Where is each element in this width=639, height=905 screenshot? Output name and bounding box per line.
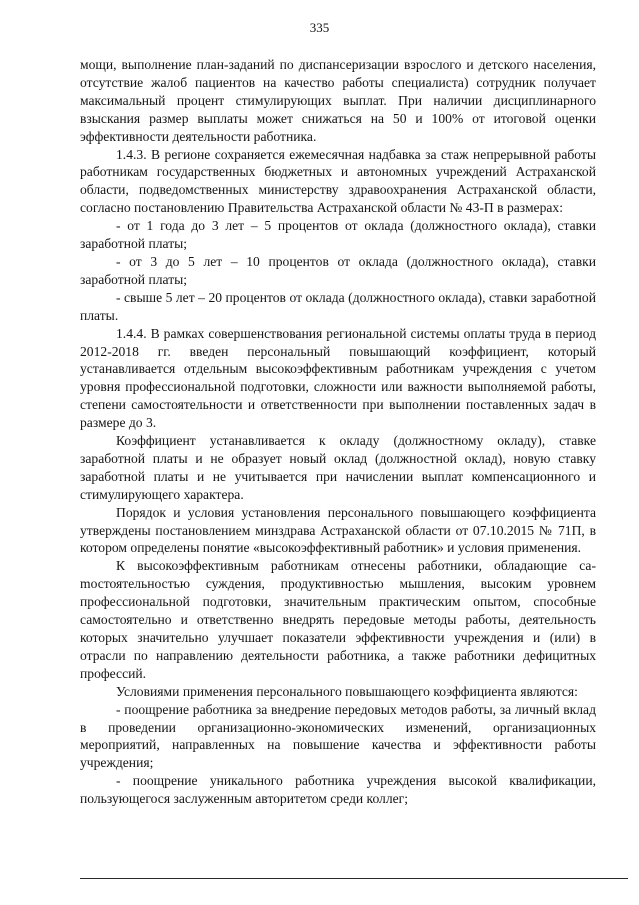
- page-number: 335: [309, 20, 330, 35]
- list-item-3-5-years: - от 3 до 5 лет – 10 процентов от оклада (должностного оклада), ставки заработной платы;: [80, 253, 596, 287]
- list-item-1-3-years: - от 1 года до 3 лет – 5 процентов от оклада (должностного оклада), ставки заработной платы;: [80, 218, 596, 252]
- list-item-unique-worker: - поощрение уникального работника учреждения высокой квалификации, пользующегося заслуженным авторитетом среди коллег;: [80, 773, 596, 807]
- paragraph-procedure: Порядок и условия установления персонального повышающего коэффициента утверждены постановлением минздрава Астраханской области от 07.10.2015 № 71П, в котором определены понятие «высокоэффективный работник» и условия применения.: [80, 504, 596, 556]
- paragraph-coefficient-rules: Коэффициент устанавливается к окладу (должностному окладу), ставке заработной платы и не образует новый оклад (должностной оклад), новую ставку заработной платы и не учитывается при начислении выплат компенсационного и стимулирующего характера.: [80, 433, 596, 502]
- list-item-incentive-methods: - поощрение работника за внедрение передовых методов работы, за личный вклад в проведении организационно-экономических изменений, организационных мероприятий, направленных на повышение качества и эффективности работы учреждения;: [80, 701, 596, 771]
- paragraph-seniority-allowance: 1.4.3. В регионе сохраняется ежемесячная надбавка за стаж непрерывной работы работникам государственных бюджетных и автономных учреждений Астраханской области, подведомственных министерству здравоохранения Астраханской области, согласно постановлению Правительства Астраханской области № 43-П в размерах:: [80, 146, 596, 216]
- paragraph-continuation: мощи, выполнение план-заданий по диспансеризации взрослого и детского населения, отсутствие жалоб пациентов на качество работы специалиста) сотрудник получает максимальный процент стимулирующих выплат. При наличии дисциплинарного взыскания размер выплаты может снижаться на 50 и 100% от итоговой оценки эффективности деятельности работника.: [80, 57, 596, 144]
- paragraph-personal-coefficient: 1.4.4. В рамках совершенствования региональной системы оплаты труда в период 2012-2018 гг. введен персональный повышающий коэффициент, который устанавливается отдельным высокоэффективным работникам учреждения с учетом уровня профессиональной подготовки, сложности или важности выполняемой работы, степени самостоятельности и ответственности при выполнении поставленных задач в размере до 3.: [80, 325, 596, 431]
- bottom-divider: [80, 878, 628, 879]
- list-item-over-5-years: - свыше 5 лет – 20 процентов от оклада (должностного оклада), ставки заработной платы.: [80, 289, 596, 323]
- document-body: [80, 56, 596, 808]
- paragraph-high-performers: К высокоэффективным работникам отнесены работники, обладающие саmостоятельностью суждения, продуктивностью мышления, высоким уровнем профессиональной подготовки, значительным практическим опытом, способные самостоятельно и ответственно внедрять передовые методы работы, деятельность которых значительно улучшает показатели эффективности учреждения и (или) в отрасли по направлению деятельности работника, а также работники дефицитных профессий.: [80, 558, 596, 681]
- paragraph-conditions-heading: Условиями применения персонального повышающего коэффициента являются:: [116, 683, 578, 699]
